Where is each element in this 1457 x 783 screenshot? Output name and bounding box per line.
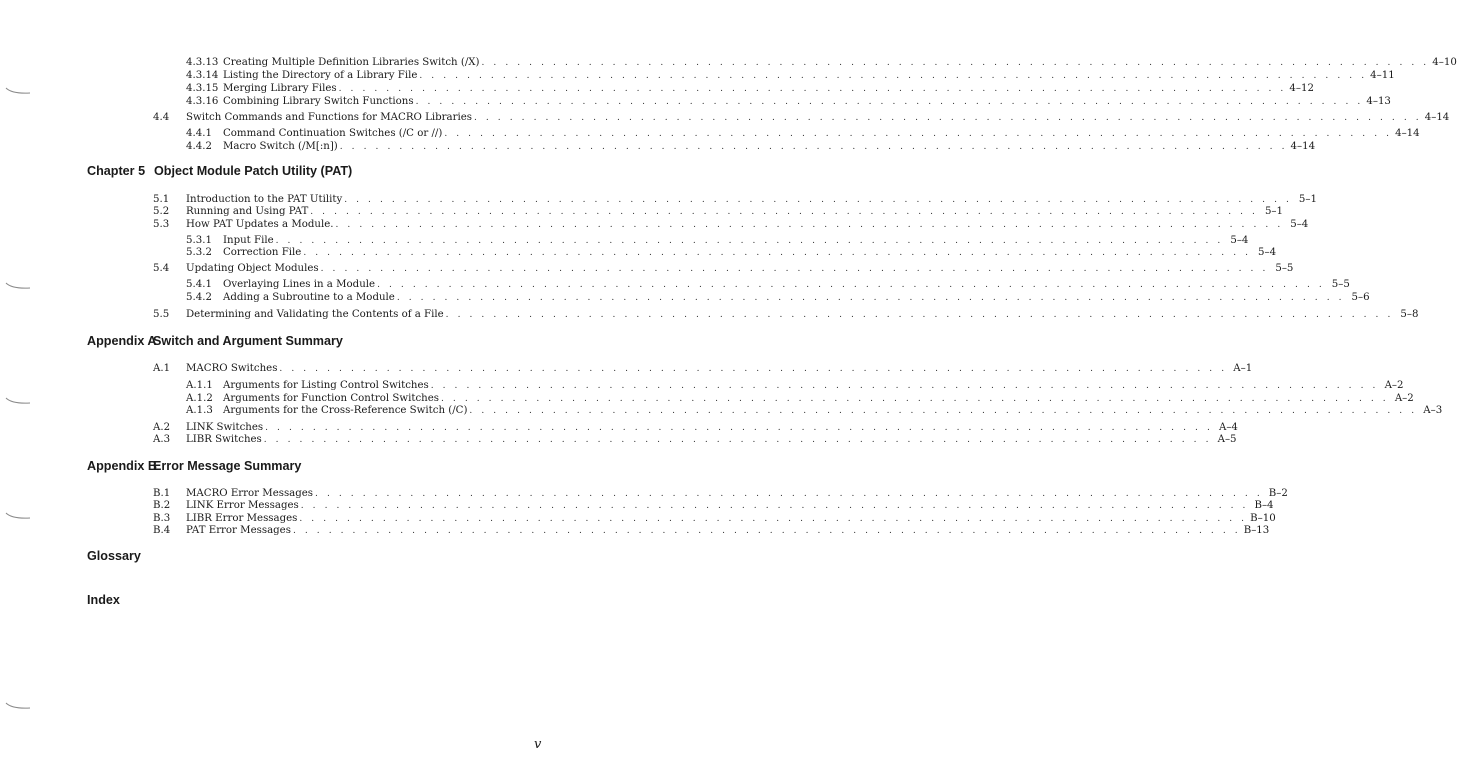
dot-leader: . . . . . . . . . . . . . . . . . . . . . . . . . . . . . . . . . . . . . . . . . . . . . . . . . . . . . . . . . . . . . . . . . . . . . . . . . . . . . . . . [338,84,1287,94]
page-ref: A–2 [1389,392,1414,405]
dot-leader: . . . . . . . . . . . . . . . . . . . . . . . . . . . . . . . . . . . . . . . . . . . . . . . . . . . . . . . . . . . . . . . . . . . . . . . . . . . . . . . . [300,501,1249,511]
section-title: Creating Multiple Definition Libraries Switch (/X) [223,57,480,68]
chapter-label: Chapter 5 [87,164,146,178]
page-ref: 4–12 [1286,82,1311,95]
page-ref: 5–1 [1258,205,1283,218]
page-ref: B–10 [1247,512,1272,525]
section-title: Merging Library Files [223,83,337,94]
dot-leader: . . . . . . . . . . . . . . . . . . . . . . . . . . . . . . . . . . . . . . . . . . . . . . . . . . . . . . . . . . . . . . . . . . . . . . . . . . . . . . . . [444,129,1393,139]
page-ref: 5–6 [1345,291,1370,304]
section-number: 5.3.1 [186,235,212,246]
page-ref: 4–14 [1392,127,1417,140]
section-title: Command Continuation Switches (/C or //) [223,128,443,139]
page-ref: A–2 [1379,379,1404,392]
binding-mark-icon [4,396,32,406]
section-number: 5.1 [153,194,170,205]
chapter-title: Index [87,593,120,607]
toc-entry[interactable] [0,205,1284,218]
toc-entry[interactable] [0,56,1457,69]
dot-leader: . . . . . . . . . . . . . . . . . . . . . . . . . . . . . . . . . . . . . . . . . . . . . . . . . . . . . . . . . . . . . . . . . . . . . . . . . . . . . . . . [440,394,1389,404]
section-title: LIBR Error Messages [186,513,298,524]
toc-entry[interactable] [0,404,1443,417]
section-number: A.1 [153,363,171,374]
page-ref: 4–10 [1429,56,1454,69]
section-title: Running and Using PAT [186,206,309,217]
dot-leader: . . . . . . . . . . . . . . . . . . . . . . . . . . . . . . . . . . . . . . . . . . . . . . . . . . . . . . . . . . . . . . . . . . . . . . . . . . . . . . . . [265,423,1213,433]
page-ref: 4–14 [1288,140,1313,153]
section-number: A.1.1 [186,380,213,391]
section-title: Arguments for Function Control Switches [223,393,439,404]
binding-mark-icon [4,281,32,291]
section-number: 5.3.2 [186,247,212,258]
section-number: 5.5 [153,309,170,320]
section-number: 5.4.1 [186,279,212,290]
toc-entry[interactable] [0,127,1420,140]
section-title: LINK Switches [186,422,264,433]
section-number: 5.3 [153,219,170,230]
dot-leader: . . . . . . . . . . . . . . . . . . . . . . . . . . . . . . . . . . . . . . . . . . . . . . . . . . . . . . . . . . . . . . . . . . . . . . . . . . . . . . . . [481,58,1430,68]
toc-entry[interactable] [0,246,1277,259]
section-title: MACRO Error Messages [186,488,314,499]
toc-entry[interactable] [0,499,1274,512]
chapter-title: Object Module Patch Utility (PAT) [154,164,353,178]
page-ref: 5–4 [1223,234,1248,247]
section-title: Overlaying Lines in a Module [223,279,376,290]
toc-entry[interactable] [0,362,1253,375]
page-ref: B–2 [1263,487,1288,500]
page-ref: 5–4 [1251,246,1276,259]
toc-entry[interactable] [0,69,1395,82]
binding-mark-icon [4,701,32,711]
page-ref: A–3 [1417,404,1442,417]
page-number: v [534,737,542,752]
section-title: Updating Object Modules [186,263,319,274]
section-title: Introduction to the PAT Utility [186,194,343,205]
section-number: 4.4.2 [186,141,212,152]
page-ref: 4–11 [1367,69,1392,82]
section-number: A.2 [153,422,171,433]
section-number: 5.4 [153,263,170,274]
page-ref: A–5 [1212,433,1237,446]
dot-leader: . . . . . . . . . . . . . . . . . . . . . . . . . . . . . . . . . . . . . . . . . . . . . . . . . . . . . . . . . . . . . . . . . . . . . . . . . . . . . . . . [299,514,1248,524]
page-ref: 4–14 [1422,111,1447,124]
section-number: B.3 [153,513,171,524]
section-title: Input File [223,235,274,246]
section-title: PAT Error Messages [186,525,291,536]
section-number: 4.4.1 [186,128,212,139]
page-ref: B–13 [1241,524,1266,537]
toc-entry[interactable] [0,433,1237,446]
chapter-title: Glossary [87,549,141,563]
dot-leader: . . . . . . . . . . . . . . . . . . . . . . . . . . . . . . . . . . . . . . . . . . . . . . . . . . . . . . . . . . . . . . . . . . . . . . . . . . . . . . . . [275,236,1224,246]
section-number: 4.3.13 [186,57,219,68]
section-number: B.4 [153,525,171,536]
section-number: A.1.3 [186,405,213,416]
section-number: 4.3.14 [186,70,219,81]
toc-entry[interactable] [0,524,1270,537]
section-title: Macro Switch (/M[:n]) [223,141,338,152]
dot-leader: . . . . . . . . . . . . . . . . . . . . . . . . . . . . . . . . . . . . . . . . . . . . . . . . . . . . . . . . . . . . . . . . . . . . . . . . . . . . . . . . [292,526,1241,536]
chapter-title: Switch and Argument Summary [153,334,343,348]
section-title: How PAT Updates a Module. [186,219,334,230]
section-title: Combining Library Switch Functions [223,96,414,107]
chapter-label: Appendix A [87,334,157,348]
toc-entry[interactable] [0,278,1350,291]
toc-entry[interactable] [0,262,1294,275]
section-number: B.2 [153,500,171,511]
dot-leader: . . . . . . . . . . . . . . . . . . . . . . . . . . . . . . . . . . . . . . . . . . . . . . . . . . . . . . . . . . . . . . . . . . . . . . . . . . . . . . . . [419,71,1368,81]
dot-leader: . . . . . . . . . . . . . . . . . . . . . . . . . . . . . . . . . . . . . . . . . . . . . . . . . . . . . . . . . . . . . . . . . . . . . . . . . . . . . . . . [339,142,1288,152]
section-title: LIBR Switches [186,434,262,445]
dot-leader: . . . . . . . . . . . . . . . . . . . . . . . . . . . . . . . . . . . . . . . . . . . . . . . . . . . . . . . . . . . . . . . . . . . . . . . . . . . . . . . . [469,406,1418,416]
section-number: B.1 [153,488,171,499]
chapter-label: Appendix B [87,459,157,473]
page-ref: A–4 [1213,421,1238,434]
binding-mark-icon [4,511,32,521]
toc-entry[interactable] [0,291,1370,304]
section-title: Switch Commands and Functions for MACRO Libraries [186,112,472,123]
toc-entry[interactable] [0,218,1309,231]
page-ref: 5–8 [1393,308,1418,321]
dot-leader: . . . . . . . . . . . . . . . . . . . . . . . . . . . . . . . . . . . . . . . . . . . . . . . . . . . . . . . . . . . . . . . . . . . . . . . . . . . . . . . . [263,435,1212,445]
toc-entry[interactable] [0,111,1450,124]
toc-entry[interactable] [0,95,1391,108]
section-number: 4.3.15 [186,83,219,94]
toc-entry[interactable] [0,379,1404,392]
section-number: 4.3.16 [186,96,219,107]
toc-entry[interactable] [0,308,1419,321]
dot-leader: . . . . . . . . . . . . . . . . . . . . . . . . . . . . . . . . . . . . . . . . . . . . . . . . . . . . . . . . . . . . . . . . . . . . . . . . . . . . . . . . [430,381,1379,391]
page-ref: 4–13 [1363,95,1388,108]
binding-mark-icon [4,86,32,96]
section-number: A.3 [153,434,171,445]
dot-leader: . . . . . . . . . . . . . . . . . . . . . . . . . . . . . . . . . . . . . . . . . . . . . . . . . . . . . . . . . . . . . . . . . . . . . . . . . . . . . . . . [279,364,1228,374]
section-title: Determining and Validating the Contents of a File [186,309,444,320]
section-title: LINK Error Messages [186,500,299,511]
page-ref: B–4 [1249,499,1274,512]
dot-leader: . . . . . . . . . . . . . . . . . . . . . . . . . . . . . . . . . . . . . . . . . . . . . . . . . . . . . . . . . . . . . . . . . . . . . . . . . . . . . . . . [344,195,1292,205]
section-number: 5.4.2 [186,292,212,303]
dot-leader: . . . . . . . . . . . . . . . . . . . . . . . . . . . . . . . . . . . . . . . . . . . . . . . . . . . . . . . . . . . . . . . . . . . . . . . . . . . . . . . . [473,113,1422,123]
dot-leader: . . . . . . . . . . . . . . . . . . . . . . . . . . . . . . . . . . . . . . . . . . . . . . . . . . . . . . . . . . . . . . . . . . . . . . . . . . . . . . . . [445,310,1394,320]
section-title: Arguments for Listing Control Switches [223,380,429,391]
page-ref: 5–4 [1283,218,1308,231]
dot-leader: . . . . . . . . . . . . . . . . . . . . . . . . . . . . . . . . . . . . . . . . . . . . . . . . . . . . . . . . . . . . . . . . . . . . . . . . . . . . . . . . [335,220,1284,230]
dot-leader: . . . . . . . . . . . . . . . . . . . . . . . . . . . . . . . . . . . . . . . . . . . . . . . . . . . . . . . . . . . . . . . . . . . . . . . . . . . . . . . . [310,207,1259,217]
section-number: 5.2 [153,206,170,217]
toc-entry[interactable] [0,140,1316,153]
page-ref: 5–5 [1268,262,1293,275]
dot-leader: . . . . . . . . . . . . . . . . . . . . . . . . . . . . . . . . . . . . . . . . . . . . . . . . . . . . . . . . . . . . . . . . . . . . . . . . . . . . . . . . [320,264,1269,274]
section-title: Arguments for the Cross-Reference Switch (/C) [223,405,468,416]
toc-entry[interactable] [0,82,1314,95]
page-ref: A–1 [1227,362,1252,375]
dot-leader: . . . . . . . . . . . . . . . . . . . . . . . . . . . . . . . . . . . . . . . . . . . . . . . . . . . . . . . . . . . . . . . . . . . . . . . . . . . . . . . . [377,280,1325,290]
section-title: MACRO Switches [186,363,278,374]
section-title: Correction File [223,247,302,258]
section-number: A.1.2 [186,393,213,404]
dot-leader: . . . . . . . . . . . . . . . . . . . . . . . . . . . . . . . . . . . . . . . . . . . . . . . . . . . . . . . . . . . . . . . . . . . . . . . . . . . . . . . . [303,248,1252,258]
section-title: Listing the Directory of a Library File [223,70,418,81]
dot-leader: . . . . . . . . . . . . . . . . . . . . . . . . . . . . . . . . . . . . . . . . . . . . . . . . . . . . . . . . . . . . . . . . . . . . . . . . . . . . . . . . [415,97,1364,107]
section-number: 4.4 [153,112,170,123]
dot-leader: . . . . . . . . . . . . . . . . . . . . . . . . . . . . . . . . . . . . . . . . . . . . . . . . . . . . . . . . . . . . . . . . . . . . . . . . . . . . . . . . [396,293,1345,303]
chapter-title: Error Message Summary [153,459,302,473]
section-title: Adding a Subroutine to a Module [223,292,395,303]
dot-leader: . . . . . . . . . . . . . . . . . . . . . . . . . . . . . . . . . . . . . . . . . . . . . . . . . . . . . . . . . . . . . . . . . . . . . . . . . . . . . . . . [315,489,1263,499]
page-ref: 5–5 [1325,278,1350,291]
page-ref: 5–1 [1292,193,1317,206]
